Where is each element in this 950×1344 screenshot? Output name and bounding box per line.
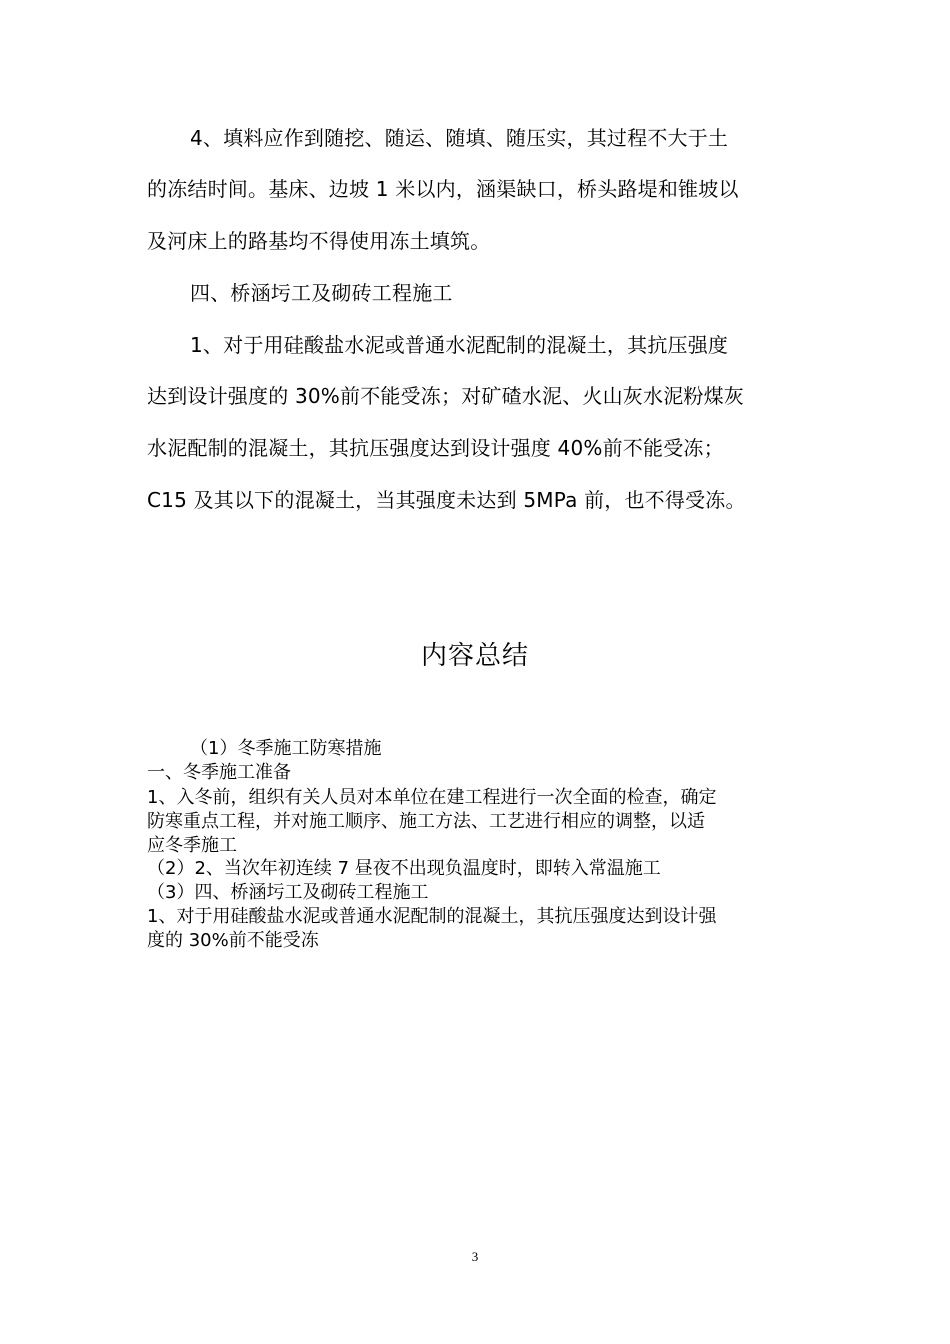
summary-line: 1、对于用硅酸盐水泥或普通水泥配制的混凝土，其抗压强度达到设计强 bbox=[147, 906, 717, 927]
paragraph-line: 达到设计强度的 30%前不能受冻；对矿碴水泥、火山灰水泥粉煤灰 bbox=[147, 384, 745, 408]
paragraph-line: 的冻结时间。基床、边坡 1 米以内，涵渠缺口，桥头路堤和锥坡以 bbox=[147, 177, 739, 201]
paragraph-line: 水泥配制的混凝土，其抗压强度达到设计强度 40%前不能受冻； bbox=[147, 436, 724, 460]
section-heading: 四、桥涵圬工及砌砖工程施工 bbox=[190, 281, 453, 305]
summary-line: （1）冬季施工防寒措施 bbox=[190, 738, 382, 759]
paragraph-line: C15 及其以下的混凝土，当其强度未达到 5MPa 前，也不得受冻。 bbox=[147, 488, 746, 512]
summary-line: 应冬季施工 bbox=[147, 835, 237, 856]
summary-line: 度的 30%前不能受冻 bbox=[147, 930, 319, 951]
summary-line: 一、冬季施工准备 bbox=[147, 762, 291, 783]
paragraph-line: 1、对于用硅酸盐水泥或普通水泥配制的混凝土，其抗压强度 bbox=[190, 333, 729, 357]
paragraph-line: 4、填料应作到随挖、随运、随填、随压实，其过程不大于土 bbox=[190, 126, 729, 150]
summary-line: （3）四、桥涵圬工及砌砖工程施工 bbox=[147, 882, 429, 903]
summary-title: 内容总结 bbox=[420, 641, 529, 671]
summary-line: 1、入冬前，组织有关人员对本单位在建工程进行一次全面的检查，确定 bbox=[147, 787, 717, 808]
paragraph-line: 及河床上的路基均不得使用冻土填筑。 bbox=[147, 229, 491, 253]
summary-line: （2）2、当次年初连续 7 昼夜不出现负温度时，即转入常温施工 bbox=[147, 858, 661, 879]
page-number: 3 bbox=[471, 1249, 479, 1264]
summary-line: 防寒重点工程，并对施工顺序、施工方法、工艺进行相应的调整，以适 bbox=[147, 811, 705, 832]
